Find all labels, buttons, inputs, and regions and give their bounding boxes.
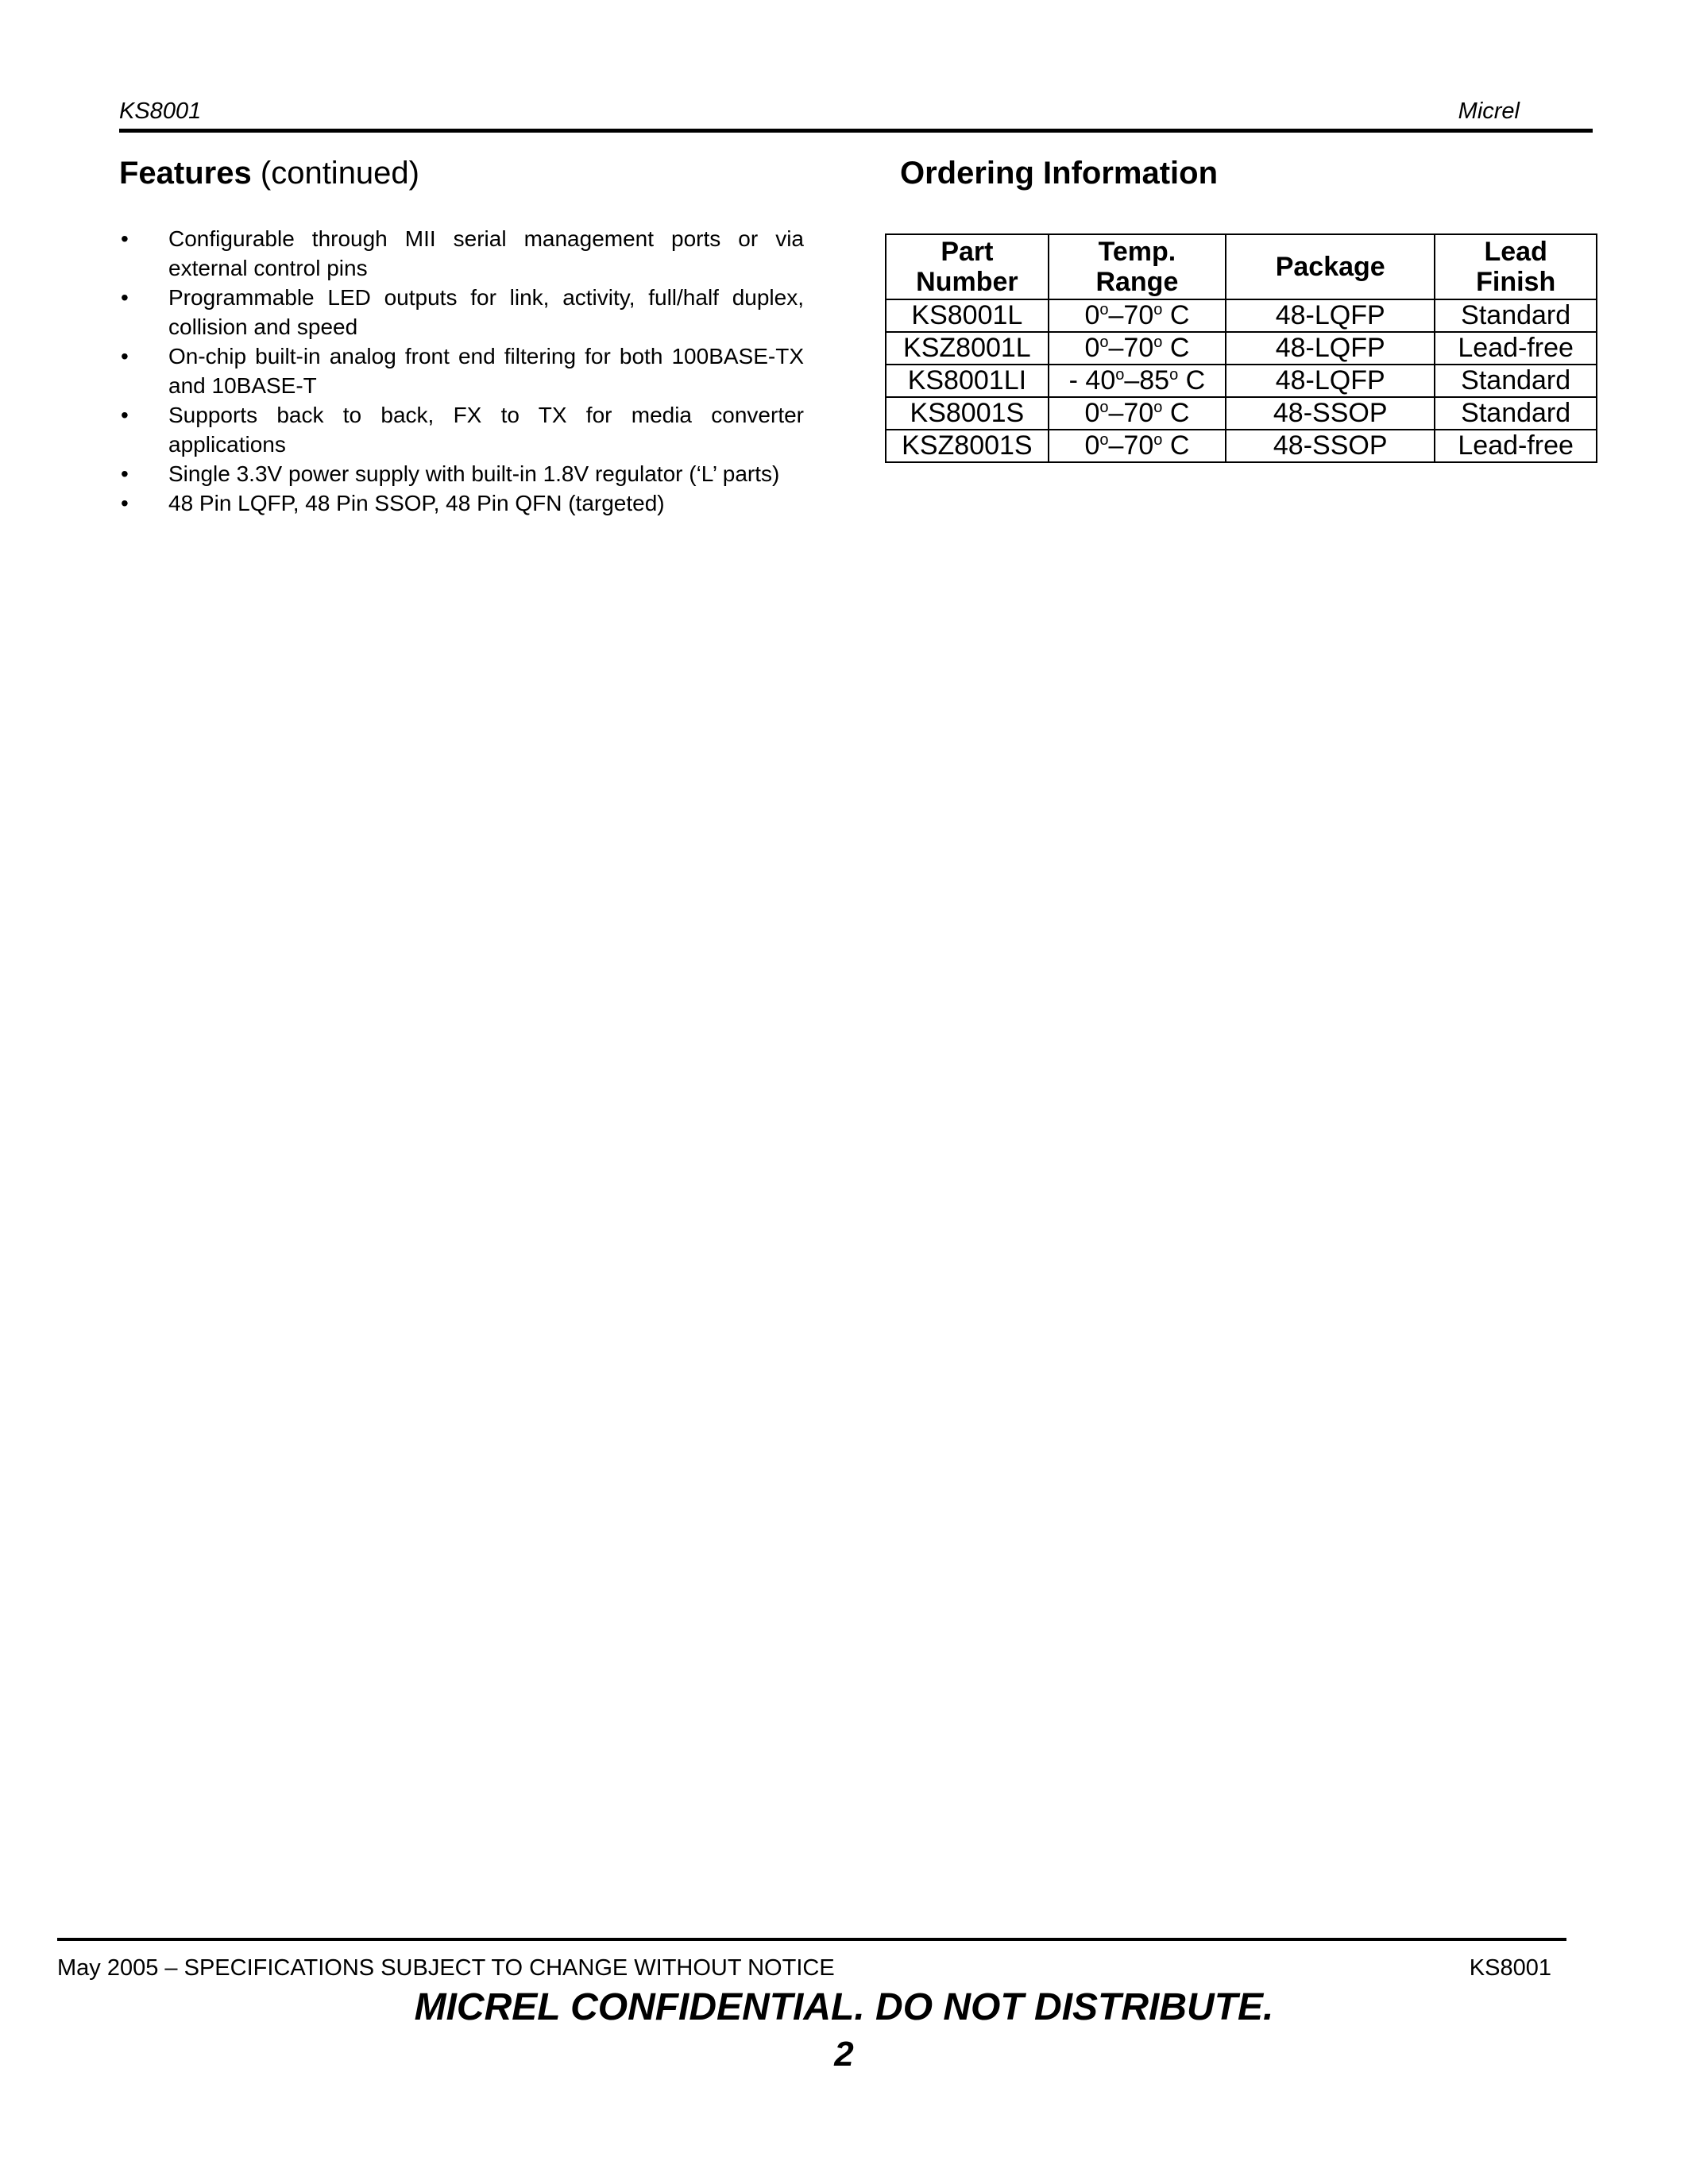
list-item-text: 48 Pin LQFP, 48 Pin SSOP, 48 Pin QFN (targeted)	[168, 491, 665, 515]
list-item	[119, 400, 804, 459]
page-number: 2	[834, 2035, 854, 2074]
column-header-part-number: Part Number	[886, 234, 1049, 299]
bullet-icon: •	[121, 461, 129, 486]
cell-lead-finish: Standard	[1435, 299, 1597, 332]
cell-package: 48-LQFP	[1226, 365, 1435, 397]
list-item-text: On-chip built-in analog front end filtering for both 100BASE-TX and 10BASE-T	[168, 344, 804, 398]
bullet-icon: •	[121, 491, 129, 515]
cell-temp-range: 0$^o$–70$^o$ C	[1049, 397, 1226, 430]
table-row	[886, 299, 1597, 332]
list-item	[119, 341, 804, 400]
cell-temp-range: 0$^o$–70$^o$ C	[1049, 332, 1226, 365]
cell-part-number: KS8001L	[886, 299, 1049, 332]
header-rule	[119, 129, 1593, 133]
list-item	[119, 488, 804, 518]
cell-lead-finish: Standard	[1435, 397, 1597, 430]
ordering-table	[885, 233, 1597, 463]
list-item	[119, 283, 804, 341]
table-header-row	[886, 234, 1597, 299]
cell-lead-finish: Standard	[1435, 365, 1597, 397]
table-row	[886, 365, 1597, 397]
confidential-notice: MICREL CONFIDENTIAL. DO NOT DISTRIBUTE.	[414, 1986, 1274, 2028]
footer-document-id: KS8001	[1469, 1955, 1551, 1981]
list-item-text: Programmable LED outputs for link, activity, full/half duplex, collision and speed	[168, 285, 804, 339]
features-heading-suffix: (continued)	[260, 156, 419, 191]
cell-part-number: KSZ8001L	[886, 332, 1049, 365]
cell-part-number: KSZ8001S	[886, 430, 1049, 462]
table-row	[886, 430, 1597, 462]
list-item	[119, 459, 804, 488]
table-row	[886, 332, 1597, 365]
footer-rule	[57, 1938, 1566, 1941]
ordering-heading: Ordering Information	[900, 156, 1218, 191]
header-document-id: KS8001	[119, 98, 202, 124]
cell-part-number: KS8001S	[886, 397, 1049, 430]
footer-notice: May 2005 – SPECIFICATIONS SUBJECT TO CHANGE WITHOUT NOTICE	[57, 1955, 835, 1981]
cell-package: 48-LQFP	[1226, 299, 1435, 332]
bullet-icon: •	[121, 285, 129, 310]
bullet-icon: •	[121, 226, 129, 251]
column-header-package: Package	[1226, 234, 1435, 299]
cell-temp-range: 0$^o$–70$^o$ C	[1049, 430, 1226, 462]
list-item	[119, 224, 804, 283]
cell-temp-range: 0$^o$–70$^o$ C	[1049, 299, 1226, 332]
list-item-text: Supports back to back, FX to TX for media converter applications	[168, 403, 804, 457]
column-header-temp-range: Temp. Range	[1049, 234, 1226, 299]
features-heading	[119, 156, 419, 191]
list-item-text: Single 3.3V power supply with built-in 1.8V regulator (‘L’ parts)	[168, 461, 780, 486]
cell-lead-finish: Lead-free	[1435, 332, 1597, 365]
list-item-text: Configurable through MII serial management ports or via external control pins	[168, 226, 804, 280]
cell-package: 48-LQFP	[1226, 332, 1435, 365]
bullet-icon: •	[121, 344, 129, 369]
table-row	[886, 397, 1597, 430]
header-company: Micrel	[1458, 98, 1520, 124]
column-header-lead-finish: Lead Finish	[1435, 234, 1597, 299]
cell-package: 48-SSOP	[1226, 397, 1435, 430]
cell-temp-range: - 40$^o$–85$^o$ C	[1049, 365, 1226, 397]
cell-lead-finish: Lead-free	[1435, 430, 1597, 462]
features-heading-title: Features	[119, 156, 252, 191]
features-list	[119, 224, 804, 518]
cell-package: 48-SSOP	[1226, 430, 1435, 462]
cell-part-number: KS8001LI	[886, 365, 1049, 397]
bullet-icon: •	[121, 403, 129, 427]
